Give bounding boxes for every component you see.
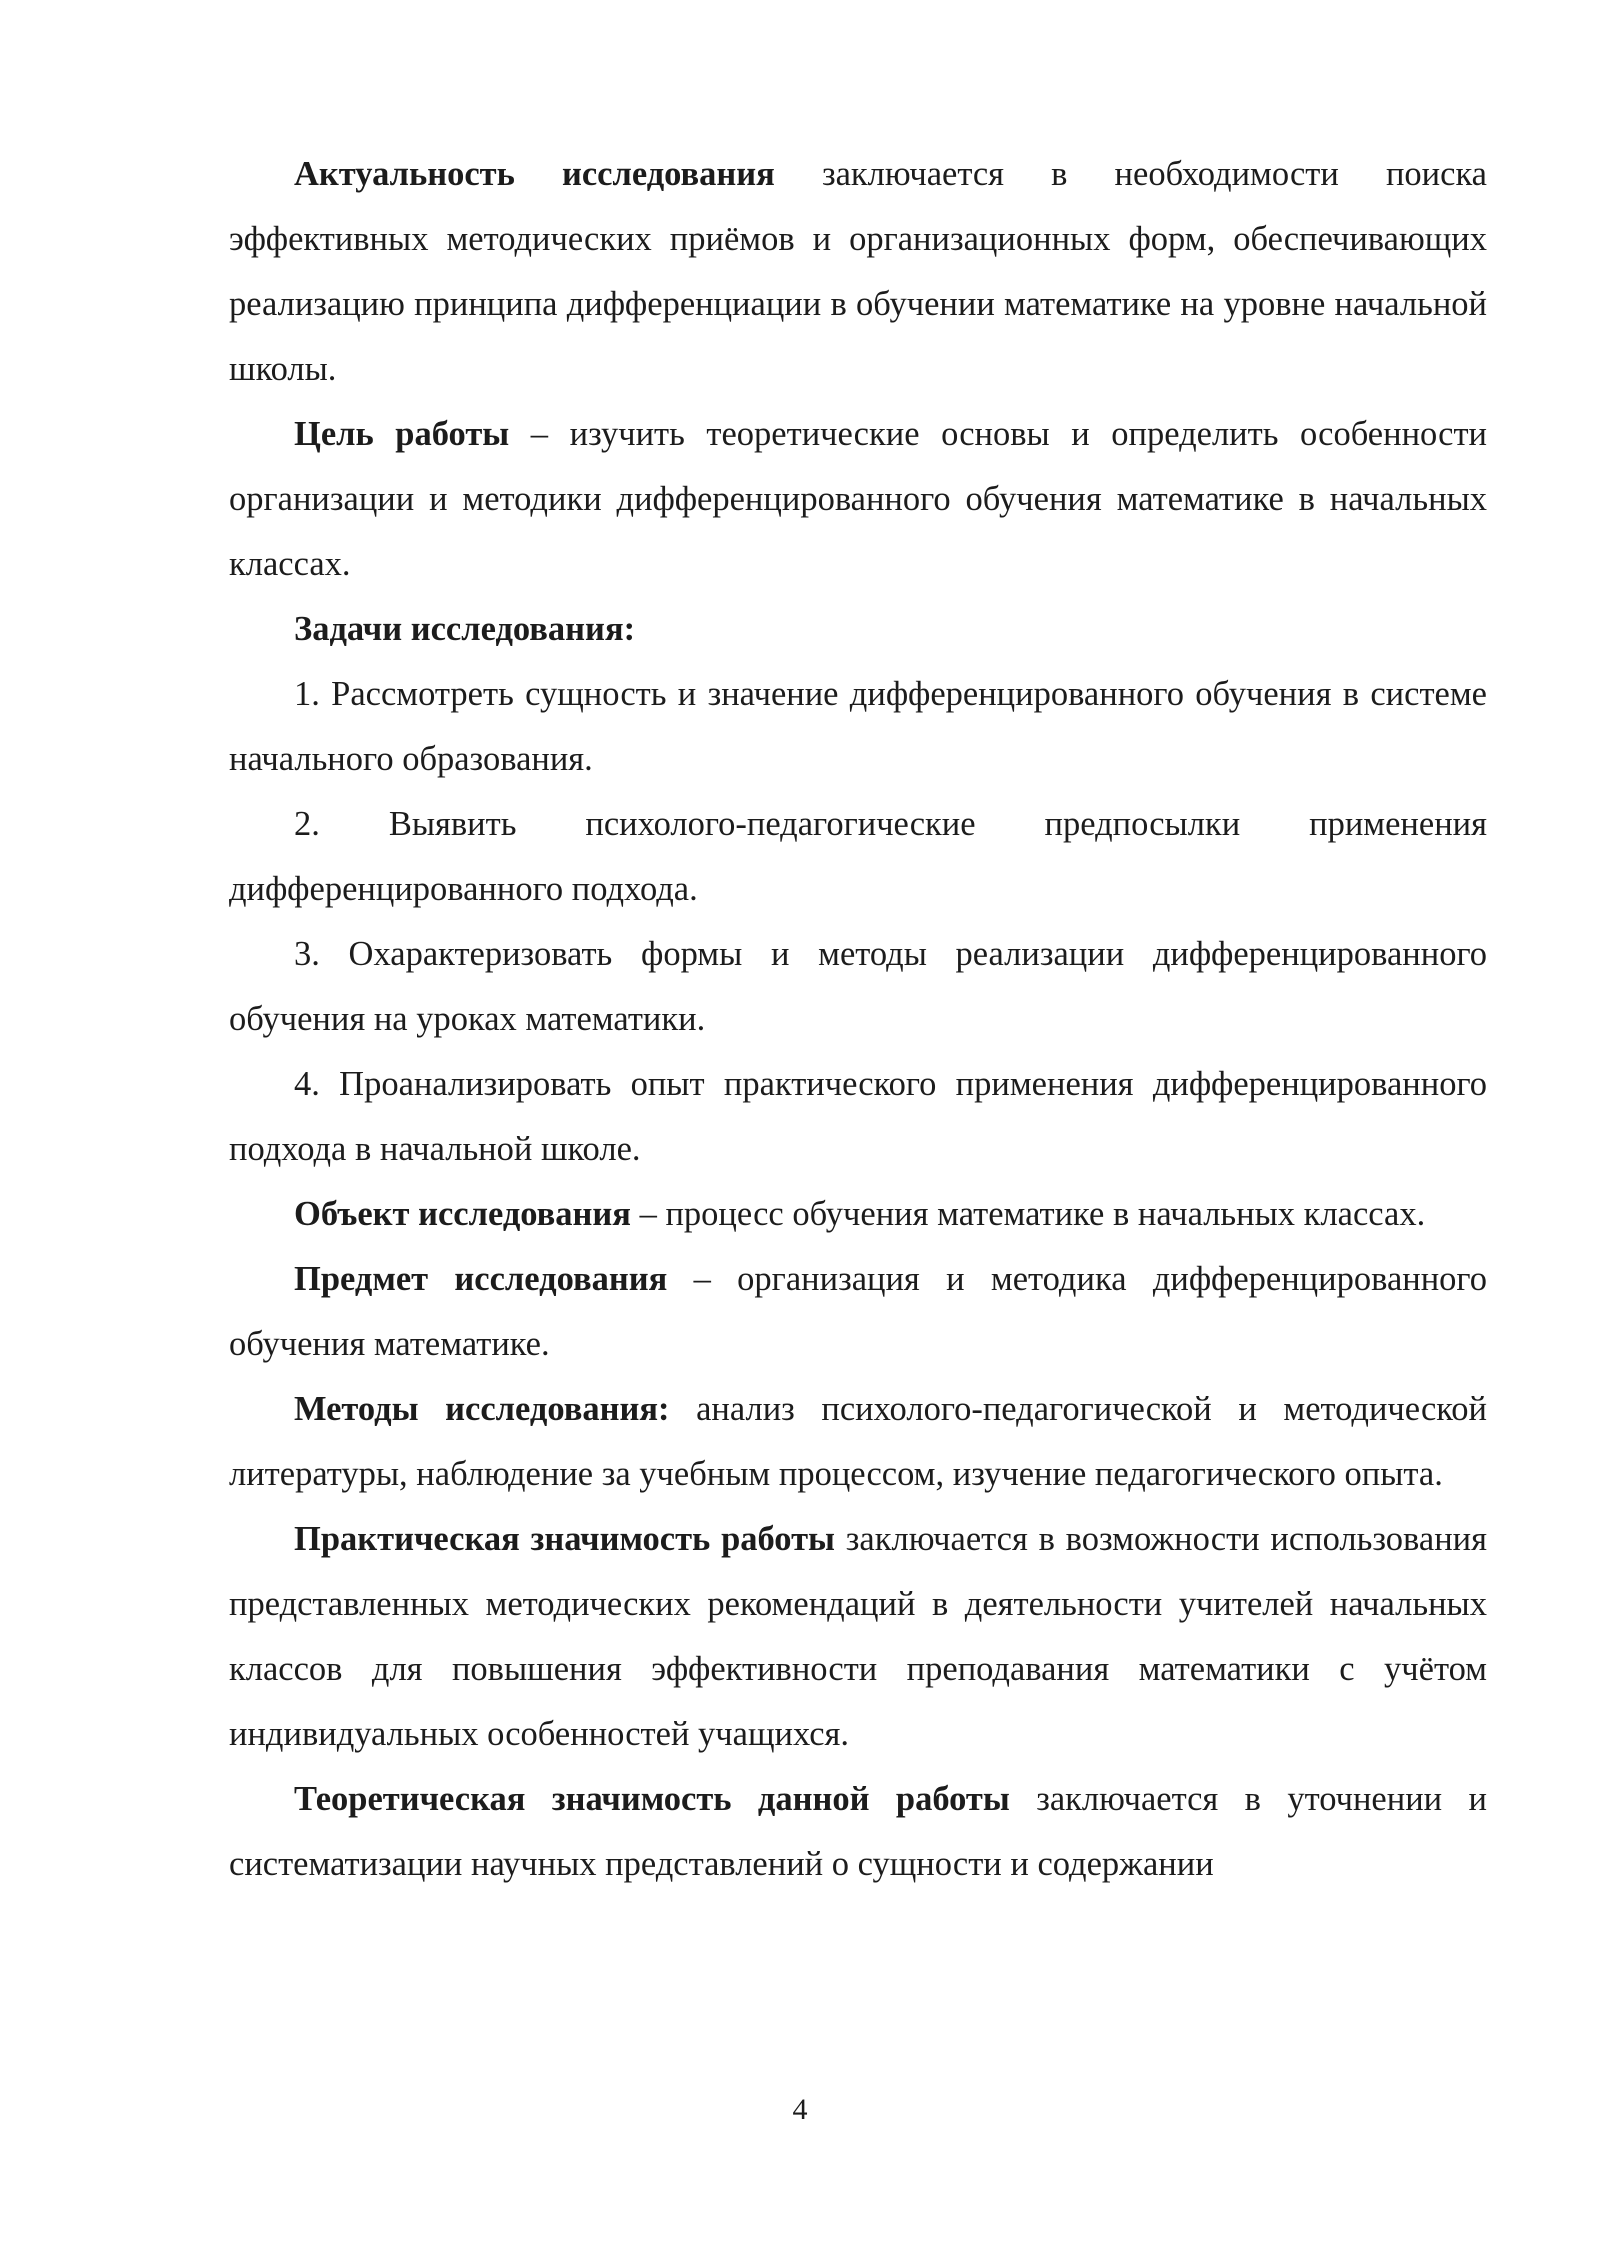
practical-text: заключается в возможности использования представленных методических рекомендаций в деятельности учителей начальных классов для повышения эффективности преподавания математики с учётом индивидуальных особенностей учащихся. (229, 1520, 1487, 1753)
theoretical-text: заключается в уточнении и систематизации научных представлений о сущности и содержании (229, 1780, 1487, 1883)
relevance-paragraph (229, 142, 1487, 402)
page-number: 4 (792, 2093, 808, 2126)
goal-text: – изучить теоретические основы и определить особенности организации и методики дифференцированного обучения математике в начальных классах. (229, 415, 1487, 583)
body-text (229, 142, 1487, 1897)
goal-heading: Цель работы (294, 415, 510, 453)
task-item-2: 2. Выявить психолого-педагогические предпосылки применения дифференцированного подхода. (229, 805, 1487, 908)
subject-heading: Предмет исследования (294, 1260, 668, 1298)
practical-heading: Практическая значимость работы (294, 1520, 835, 1558)
task-item-3: 3. Охарактеризовать формы и методы реализации дифференцированного обучения на уроках математики. (229, 935, 1487, 1038)
methods-heading: Методы исследования: (294, 1390, 670, 1428)
methods-paragraph (229, 1377, 1487, 1507)
task-item-4: 4. Проанализировать опыт практического применения дифференцированного подхода в начальной школе. (229, 1065, 1487, 1168)
goal-paragraph (229, 402, 1487, 597)
tasks-heading: Задачи исследования: (294, 610, 636, 648)
practical-paragraph (229, 1507, 1487, 1767)
subject-paragraph (229, 1247, 1487, 1377)
subject-text: – организация и методика дифференцированного обучения математике. (229, 1260, 1487, 1363)
methods-text: анализ психолого-педагогической и методической литературы, наблюдение за учебным процессом, изучение педагогического опыта. (229, 1390, 1487, 1493)
relevance-heading: Актуальность исследования (294, 155, 775, 193)
relevance-text: заключается в необходимости поиска эффективных методических приёмов и организационных форм, обеспечивающих реализацию принципа дифференциации в обучении математике на уровне начальной школы. (229, 155, 1487, 388)
task-item-1: 1. Рассмотреть сущность и значение дифференцированного обучения в системе начального образования. (229, 675, 1487, 778)
object-heading: Объект исследования (294, 1195, 631, 1233)
object-paragraph (229, 1182, 1487, 1247)
theoretical-heading: Теоретическая значимость данной работы (294, 1780, 1010, 1818)
theoretical-paragraph (229, 1767, 1487, 1897)
object-text: – процесс обучения математике в начальных классах. (630, 1195, 1426, 1233)
